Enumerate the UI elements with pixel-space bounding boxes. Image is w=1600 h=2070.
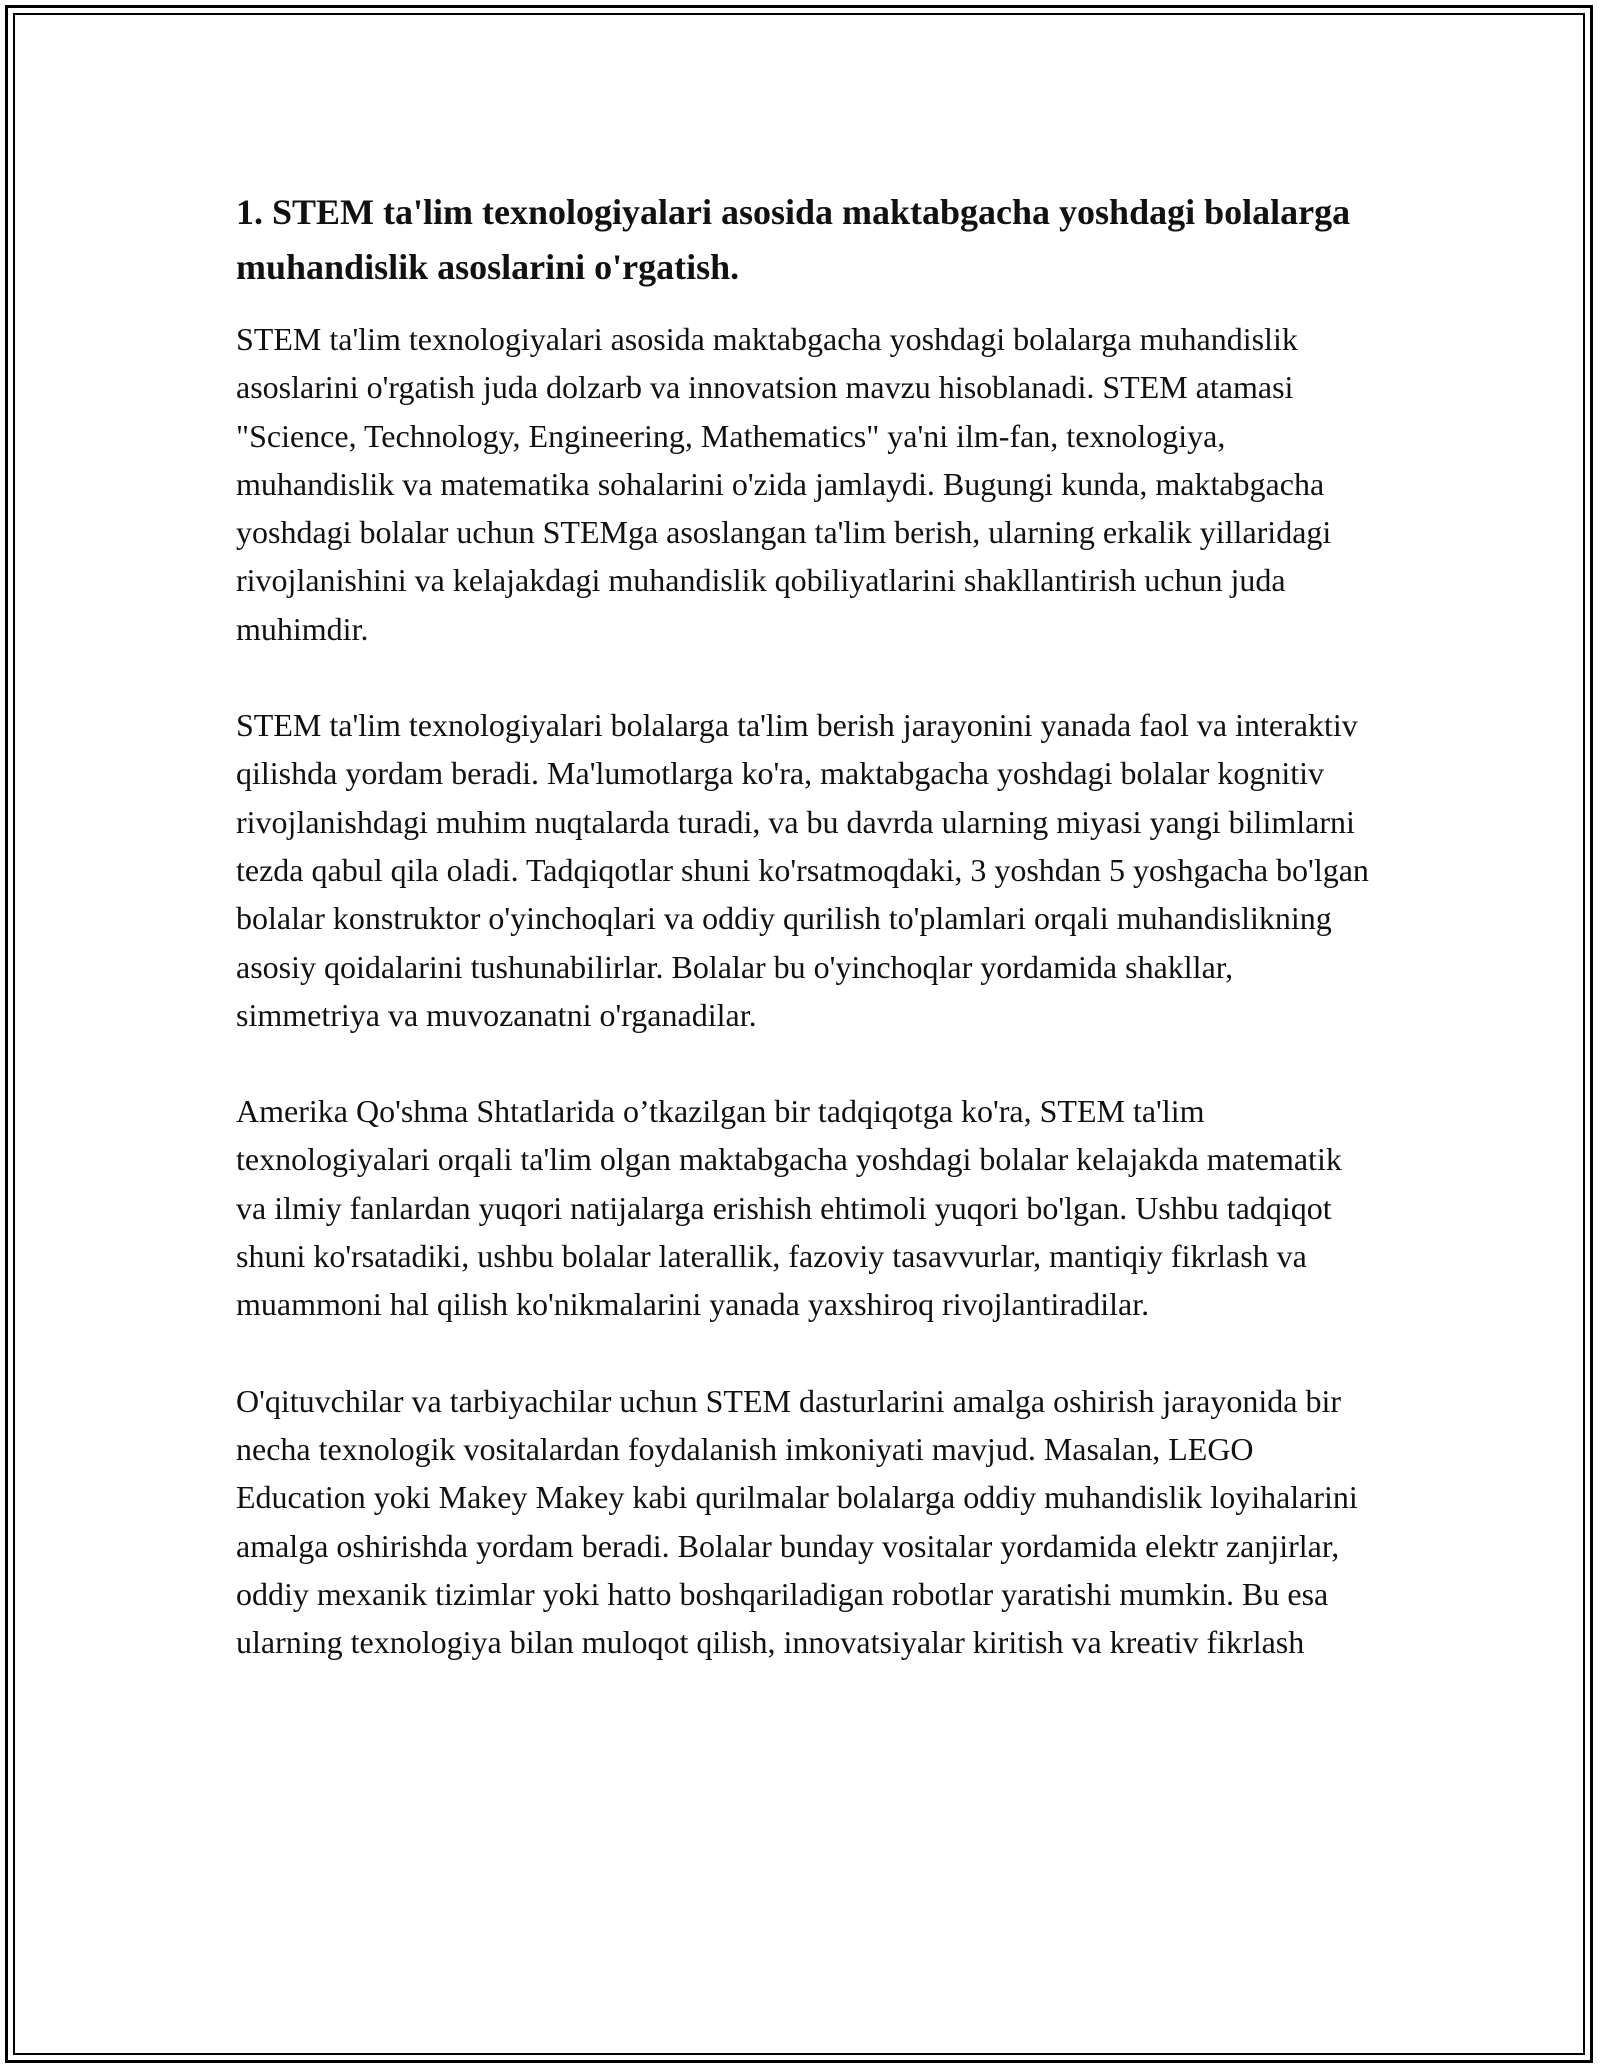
paragraph-2: STEM ta'lim texnologiyalari bolalarga ta'lim berish jarayonini yanada faol va interaktiv qilishda yordam beradi. Ma'lumotlarga ko'ra, maktabgacha yoshdagi bolalar kognitiv rivojlanishdagi muhim nuqtalarda turadi, va bu davrda ularning miyasi yangi bilimlarni tezda qabul qila oladi. Tadqiqotlar shuni ko'rsatmoqdaki, 3 yoshdan 5 yoshgacha bo'lgan bolalar konstruktor o'yinchoqlari va oddiy qurilish to'plamlari orqali muhandislikning asosiy qoidalarini tushunabilirlar. Bolalar bu o'yinchoqlar yordamida shakllar, simmetriya va muvozanatni o'rganadilar. [236,707,1369,1033]
paragraph-4: O'qituvchilar va tarbiyachilar uchun STEM dasturlarini amalga oshirish jarayonida bir necha texnologik vositalardan foydalanish imkoniyati mavjud. Masalan, LEGO Education yoki Makey Makey kabi qurilmalar bolalarga oddiy muhandislik loyihalarini amalga oshirishda yordam beradi. Bolalar bunday vositalar yordamida elektr zanjirlar, oddiy mexanik tizimlar yoki hatto boshqariladigan robotlar yaratishi mumkin. Bu esa ularning texnologiya bilan muloqot qilish, innovatsiyalar kiritish va kreativ fikrlash [236,1382,1358,1661]
document-title: 1. STEM ta'lim texnologiyalari asosida maktabgacha yoshdagi bolalarga muhandislik asoslarini o'rgatish. [236,192,1351,287]
document-body [236,185,1376,1714]
paragraph-1: STEM ta'lim texnologiyalari asosida maktabgacha yoshdagi bolalarga muhandislik asoslarini o'rgatish juda dolzarb va innovatsion mavzu hisoblanadi. STEM atamasi "Science, Technology, Engineering, Mathematics" ya'ni ilm-fan, texnologiya, muhandislik va matematika sohalarini o'zida jamlaydi. Bugungi kunda, maktabgacha yoshdagi bolalar uchun STEMga asoslangan ta'lim berish, ularning erkalik yillaridagi rivojlanishini va kelajakdagi muhandislik qobiliyatlarini shakllantirish uchun juda muhimdir. [236,321,1332,647]
paragraph-3: Amerika Qo'shma Shtatlarida o’tkazilgan bir tadqiqotga ko'ra, STEM ta'lim texnologiyalari orqali ta'lim olgan maktabgacha yoshdagi bolalar kelajakda matematik va ilmiy fanlardan yuqori natijalarga erishish ehtimoli yuqori bo'lgan. Ushbu tadqiqot shuni ko'rsatadiki, ushbu bolalar laterallik, fazoviy tasavvurlar, mantiqiy fikrlash va muammoni hal qilish ko'nikmalarini yanada yaxshiroq rivojlantiradilar. [236,1093,1342,1323]
